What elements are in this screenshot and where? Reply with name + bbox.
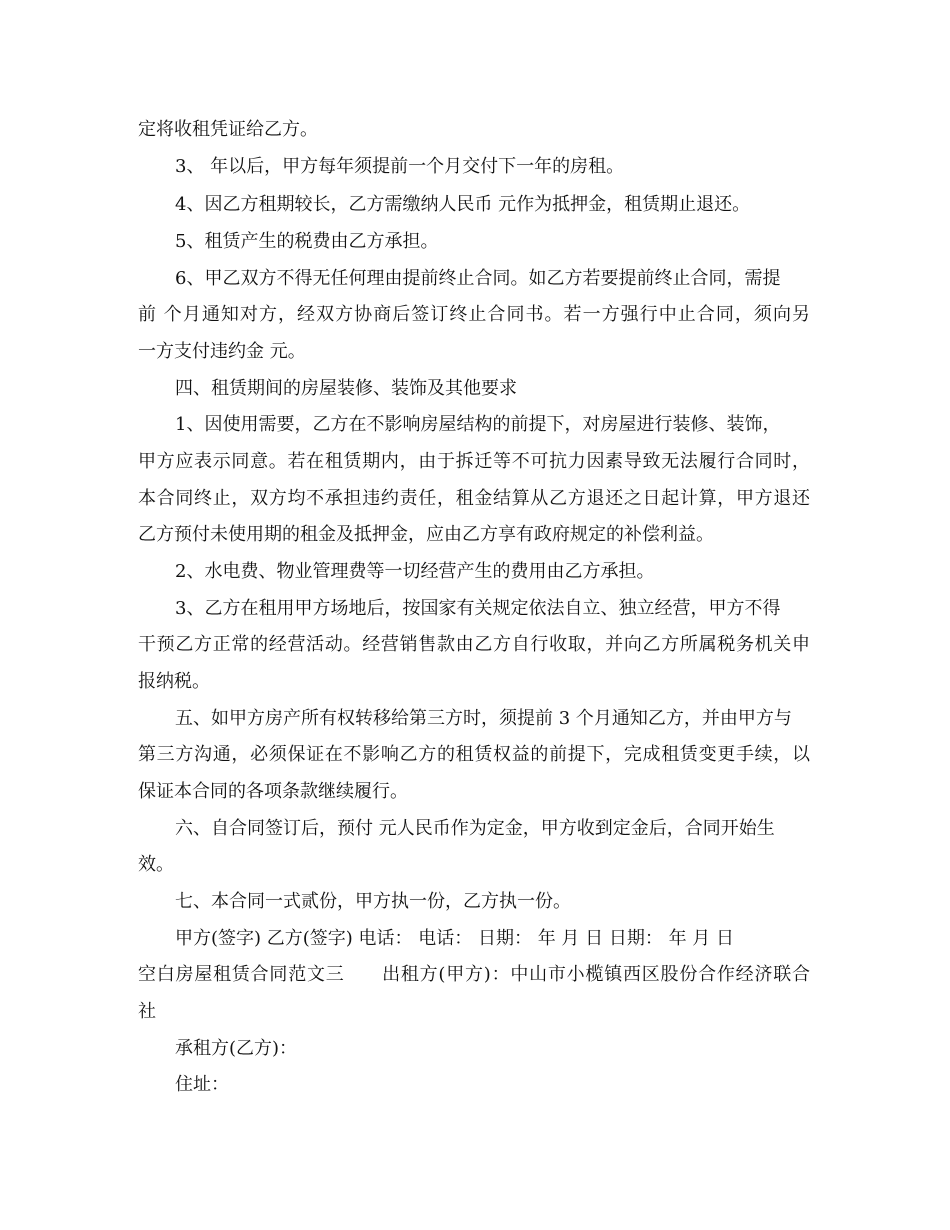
text-line: 前 个月通知对方，经双方协商后签订终止合同书。若一方强行中止合同，须向另 bbox=[138, 304, 810, 325]
text-line: 2、水电费、物业管理费等一切经营产生的费用由乙方承担。 bbox=[175, 561, 655, 582]
text-line: 第三方沟通，必须保证在不影响乙方的租赁权益的前提下，完成租赁变更手续，以 bbox=[138, 744, 810, 765]
text-line: 五、如甲方房产所有权转移给第三方时，须提前 3 个月通知乙方，并由甲方与 bbox=[175, 708, 792, 729]
text-line: 六、自合同签订后，预付 元人民币作为定金，甲方收到定金后，合同开始生 bbox=[175, 818, 775, 839]
text-line: 6、甲乙双方不得无任何理由提前终止合同。如乙方若要提前终止合同，需提 bbox=[175, 268, 781, 289]
text-line: 效。 bbox=[138, 854, 174, 875]
text-line: 承租方(乙方)： bbox=[175, 1038, 298, 1059]
text-line: 住址： bbox=[175, 1074, 229, 1095]
text-line: 乙方预付未使用期的租金及抵押金，应由乙方享有政府规定的补偿利益。 bbox=[138, 524, 714, 545]
text-line: 3、乙方在租用甲方场地后，按国家有关规定依法自立、独立经营，甲方不得 bbox=[175, 598, 781, 619]
text-line: 5、租赁产生的税费由乙方承担。 bbox=[175, 231, 439, 252]
text-line: 1、因使用需要，乙方在不影响房屋结构的前提下，对房屋进行装修、装饰， bbox=[175, 414, 781, 435]
text-line: 一方支付违约金 元。 bbox=[138, 341, 306, 362]
signature-line: 甲方(签字) 乙方(签字) 电话： 电话： 日期： 年 月 日 日期： 年 月 日 bbox=[175, 928, 735, 949]
text-line: 保证本合同的各项条款继续履行。 bbox=[138, 781, 408, 802]
text-line: 4、因乙方租期较长，乙方需缴纳人民币 元作为抵押金，租赁期止退还。 bbox=[175, 194, 751, 215]
text-line: 3、 年以后，甲方每年须提前一个月交付下一年的房租。 bbox=[175, 156, 625, 177]
text-line: 本合同终止，双方均不承担违约责任，租金结算从乙方退还之日起计算，甲方退还 bbox=[138, 488, 810, 509]
text-line: 社 bbox=[138, 1001, 156, 1022]
text-line: 干预乙方正常的经营活动。经营销售款由乙方自行收取，并向乙方所属税务机关申 bbox=[138, 634, 810, 655]
text-line: 甲方应表示同意。若在租赁期内，由于拆迁等不可抗力因素导致无法履行合同时， bbox=[138, 451, 810, 472]
section-heading: 四、租赁期间的房屋装修、装饰及其他要求 bbox=[175, 378, 517, 399]
text-line: 定将收租凭证给乙方。 bbox=[138, 119, 318, 140]
text-line: 七、本合同一式贰份，甲方执一份，乙方执一份。 bbox=[175, 891, 571, 912]
text-line: 报纳税。 bbox=[138, 671, 210, 692]
text-line: 空白房屋租赁合同范文三 出租方(甲方)：中山市小榄镇西区股份合作经济联合 bbox=[138, 964, 810, 985]
